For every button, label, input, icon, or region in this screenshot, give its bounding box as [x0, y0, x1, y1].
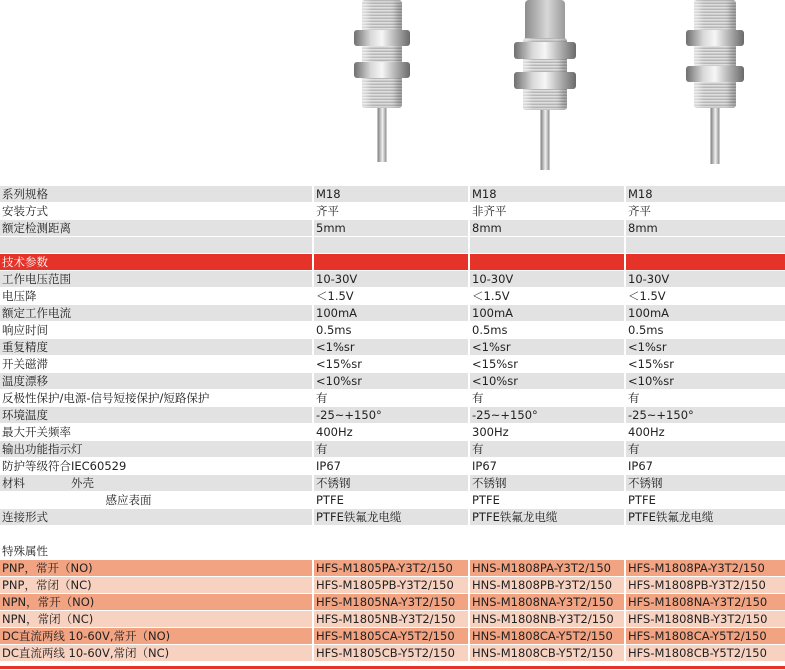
model-2-value: M18	[470, 186, 624, 202]
model-1-value: 不锈钢	[314, 475, 468, 491]
sensor-image-flush-8mm	[684, 0, 746, 170]
row-label: 额定检测距离	[0, 220, 312, 236]
row-label: NPN，常开（NO)	[0, 594, 312, 610]
row-label: 工作电压范围	[0, 271, 312, 287]
model-3-value: 不锈钢	[626, 475, 785, 491]
table-row	[0, 271, 785, 288]
table-row	[0, 254, 785, 271]
model-2-value: 非齐平	[470, 203, 624, 219]
model-3-value	[626, 526, 785, 542]
model-1-value: PTFE	[314, 492, 468, 508]
table-row	[0, 305, 785, 322]
model-1-value: HFS-M1805NB-Y3T2/150	[314, 611, 468, 627]
model-2-value: 100mA	[470, 305, 624, 321]
row-label: 输出功能指示灯	[0, 441, 312, 457]
model-2-value: HNS-M1808NB-Y3T2/150	[470, 611, 624, 627]
model-1-value: M18	[314, 186, 468, 202]
model-3-value	[626, 254, 785, 270]
row-label: 技术参数	[0, 254, 312, 270]
model-3-value: 400Hz	[626, 424, 785, 440]
row-label: 环境温度	[0, 407, 312, 423]
model-2-value: 10-30V	[470, 271, 624, 287]
model-2-value: <10%sr	[470, 373, 624, 389]
row-label: 温度漂移	[0, 373, 312, 389]
model-1-value: 5mm	[314, 220, 468, 236]
table-row	[0, 594, 785, 611]
model-3-value: IP67	[626, 458, 785, 474]
model-2-value: HNS-M1808NA-Y3T2/150	[470, 594, 624, 610]
table-bottom-rule	[0, 666, 785, 669]
row-label: 连接形式	[0, 509, 312, 525]
table-row	[0, 526, 785, 543]
table-row	[0, 390, 785, 407]
model-2-value: HNS-M1808PB-Y3T2/150	[470, 577, 624, 593]
row-label: 重复精度	[0, 339, 312, 355]
table-row	[0, 356, 785, 373]
model-1-value: HFS-M1805PA-Y3T2/150	[314, 560, 468, 576]
model-1-value: 有	[314, 390, 468, 406]
table-row	[0, 611, 785, 628]
table-row	[0, 203, 785, 220]
row-label: 响应时间	[0, 322, 312, 338]
model-3-value: HFS-M1808PB-Y3T2/150	[626, 577, 785, 593]
table-row	[0, 424, 785, 441]
table-row	[0, 492, 785, 509]
table-row	[0, 628, 785, 645]
model-2-value	[470, 254, 624, 270]
model-3-value: HFS-M1808NA-Y3T2/150	[626, 594, 785, 610]
sensor-image-flush-5mm	[352, 0, 412, 170]
model-3-value: PTFE	[626, 492, 785, 508]
table-row	[0, 509, 785, 526]
model-2-value: 不锈钢	[470, 475, 624, 491]
model-1-value: 10-30V	[314, 271, 468, 287]
model-2-value: <1%sr	[470, 339, 624, 355]
row-label: DC直流两线 10-60V,常闭（NC)	[0, 645, 312, 661]
model-2-value: IP67	[470, 458, 624, 474]
model-3-value: <15%sr	[626, 356, 785, 372]
row-label: 安装方式	[0, 203, 312, 219]
model-1-value: IP67	[314, 458, 468, 474]
model-3-value: 齐平	[626, 203, 785, 219]
model-3-value: 8mm	[626, 220, 785, 236]
row-label: 防护等级符合IEC60529	[0, 458, 312, 474]
model-3-value: 100mA	[626, 305, 785, 321]
table-row	[0, 322, 785, 339]
model-3-value: M18	[626, 186, 785, 202]
model-1-value	[314, 543, 468, 559]
model-1-value: 齐平	[314, 203, 468, 219]
model-3-value	[626, 237, 785, 253]
model-2-value: HNS-M1808CB-Y5T2/150	[470, 645, 624, 661]
model-2-value: HNS-M1808PA-Y3T2/150	[470, 560, 624, 576]
model-3-value: HFS-M1808NB-Y3T2/150	[626, 611, 785, 627]
model-3-value: PTFE铁氟龙电缆	[626, 509, 785, 525]
row-label: PNP，常闭（NC)	[0, 577, 312, 593]
table-row	[0, 407, 785, 424]
row-label: 额定工作电流	[0, 305, 312, 321]
row-label: 材料 外壳	[0, 475, 312, 491]
model-1-value: 400Hz	[314, 424, 468, 440]
model-3-value	[626, 543, 785, 559]
model-1-value	[314, 526, 468, 542]
table-row	[0, 560, 785, 577]
table-row	[0, 577, 785, 594]
table-row	[0, 543, 785, 560]
model-1-value: <10%sr	[314, 373, 468, 389]
model-3-value: HFS-M1808CA-Y5T2/150	[626, 628, 785, 644]
model-1-value	[314, 254, 468, 270]
model-2-value: 有	[470, 390, 624, 406]
table-row	[0, 441, 785, 458]
model-2-value: 有	[470, 441, 624, 457]
model-1-value: -25~+150°	[314, 407, 468, 423]
row-label: 最大开关频率	[0, 424, 312, 440]
model-2-value: 300Hz	[470, 424, 624, 440]
model-2-value	[470, 237, 624, 253]
row-label: DC直流两线 10-60V,常开（NO)	[0, 628, 312, 644]
model-1-value: HFS-M1805CB-Y5T2/150	[314, 645, 468, 661]
model-3-value: ＜1.5V	[626, 288, 785, 304]
model-3-value: -25~+150°	[626, 407, 785, 423]
model-2-value	[470, 526, 624, 542]
model-3-value: <10%sr	[626, 373, 785, 389]
model-3-value: HFS-M1808PA-Y3T2/150	[626, 560, 785, 576]
table-row	[0, 220, 785, 237]
model-2-value: <15%sr	[470, 356, 624, 372]
model-2-value: -25~+150°	[470, 407, 624, 423]
model-2-value: ＜1.5V	[470, 288, 624, 304]
model-2-value: HNS-M1808CA-Y5T2/150	[470, 628, 624, 644]
spec-table	[0, 186, 785, 662]
model-2-value: PTFE铁氟龙电缆	[470, 509, 624, 525]
model-1-value: 有	[314, 441, 468, 457]
table-row	[0, 475, 785, 492]
model-1-value: 0.5ms	[314, 322, 468, 338]
model-3-value: 10-30V	[626, 271, 785, 287]
row-label: 反极性保护/电源-信号短接保护/短路保护	[0, 390, 312, 406]
model-2-value: 8mm	[470, 220, 624, 236]
model-1-value: HFS-M1805CA-Y5T2/150	[314, 628, 468, 644]
table-row	[0, 373, 785, 390]
model-1-value: <15%sr	[314, 356, 468, 372]
model-2-value: PTFE	[470, 492, 624, 508]
row-label: 感应表面	[0, 492, 312, 508]
model-1-value	[314, 237, 468, 253]
row-label: 系列规格	[0, 186, 312, 202]
table-row	[0, 186, 785, 203]
model-3-value: 有	[626, 390, 785, 406]
table-row	[0, 339, 785, 356]
model-3-value: 有	[626, 441, 785, 457]
sensor-image-nonflush-8mm	[510, 0, 580, 172]
model-1-value: 100mA	[314, 305, 468, 321]
product-photos	[0, 0, 785, 186]
table-row	[0, 458, 785, 475]
table-row	[0, 237, 785, 254]
model-3-value: <1%sr	[626, 339, 785, 355]
model-1-value: ＜1.5V	[314, 288, 468, 304]
model-1-value: HFS-M1805PB-Y3T2/150	[314, 577, 468, 593]
model-2-value	[470, 543, 624, 559]
model-3-value: HFS-M1808CB-Y5T2/150	[626, 645, 785, 661]
table-row	[0, 645, 785, 662]
row-label	[0, 526, 312, 542]
row-label: 特殊属性	[0, 543, 312, 559]
model-1-value: HFS-M1805NA-Y3T2/150	[314, 594, 468, 610]
row-label: PNP，常开（NO)	[0, 560, 312, 576]
table-row	[0, 288, 785, 305]
row-label	[0, 237, 312, 253]
model-3-value: 0.5ms	[626, 322, 785, 338]
row-label: 开关磁滞	[0, 356, 312, 372]
row-label: NPN，常闭（NC)	[0, 611, 312, 627]
model-2-value: 0.5ms	[470, 322, 624, 338]
model-1-value: <1%sr	[314, 339, 468, 355]
row-label: 电压降	[0, 288, 312, 304]
model-1-value: PTFE铁氟龙电缆	[314, 509, 468, 525]
